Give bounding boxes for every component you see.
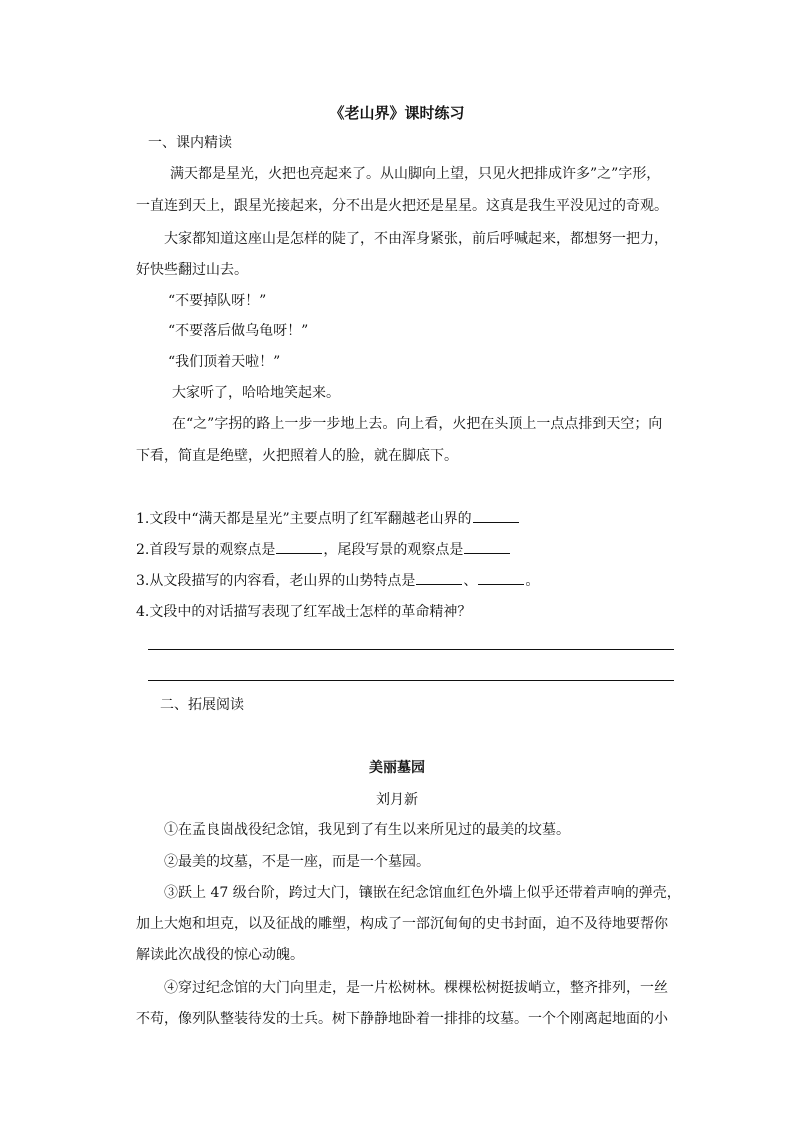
page-title: 《老山界》课时练习 (329, 104, 465, 122)
passage2-line-2: ②最美的坟墓，不是一座，而是一个墓园。 (164, 854, 430, 870)
passage2-line-1: ①在孟良崮战役纪念馆，我见到了有生以来所见过的最美的坟墓。 (164, 822, 570, 838)
passage1-line-5: “不要掉队呀！” (168, 293, 267, 309)
question-2-text-b: ，尾段写景的观察点是 (323, 542, 464, 558)
question-3-end: 。 (525, 573, 540, 589)
section-heading-2: 二、拓展阅读 (160, 697, 244, 713)
passage1-line-1: 满天都是星光，火把也亮起来了。从山脚向上望，只见火把排成许多”之”字形， (170, 166, 661, 182)
question-4: 4.文段中的对话描写表现了红军战士怎样的革命精神？ (136, 604, 472, 620)
passage1-line-4: 好快些翻过山去。 (136, 262, 248, 278)
passage1-line-9: 在“之”字拐的路上一步一步地上去。向上看，火把在头顶上一点点排到天空；向 (172, 416, 663, 432)
article-title: 美丽墓园 (369, 760, 425, 776)
question-2 (136, 539, 511, 560)
passage1-line-10: 下看，简直是绝壁，火把照着人的脸，就在脚底下。 (136, 448, 458, 464)
answer-blank-2a[interactable] (276, 539, 322, 554)
answer-blank-3b[interactable] (478, 570, 524, 585)
section-heading-1: 一、课内精读 (148, 135, 232, 151)
answer-line-2[interactable] (148, 680, 674, 681)
question-3-text: 3.从文段描写的内容看，老山界的山势特点是 (136, 573, 416, 589)
passage2-line-3: ③跃上 47 级台阶，跨过大门，镶嵌在纪念馆血红色外墙上似乎还带着声响的弹壳， (164, 885, 681, 901)
question-2-text-a: 2.首段写景的观察点是 (136, 542, 276, 558)
passage2-line-7: 不苟，像列队整装待发的士兵。树下静静地卧着一排排的坟墓。一个个刚离起地面的小 (136, 1011, 668, 1027)
passage1-line-8: 大家听了，哈哈地笑起来。 (172, 385, 340, 401)
passage2-line-6: ④穿过纪念馆的大门向里走，是一片松树林。棵棵松树挺拔峭立，整齐排列，一丝 (164, 980, 668, 996)
article-author: 刘月新 (376, 792, 418, 808)
answer-blank-1[interactable] (473, 508, 519, 523)
passage2-line-4: 加上大炮和坦克，以及征战的雕塑，构成了一部沉甸甸的史书封面，迫不及待地要帮你 (136, 916, 668, 932)
passage1-line-6: “不要落后做乌龟呀！” (168, 323, 309, 339)
answer-blank-3a[interactable] (416, 570, 462, 585)
answer-blank-2b[interactable] (464, 539, 510, 554)
passage1-line-7: “我们顶着天啦！” (168, 354, 281, 370)
question-3-separator: 、 (463, 573, 478, 589)
passage1-line-2: 一直连到天上，跟星光接起来，分不出是火把还是星星。这真是我生平没见过的奇观。 (136, 198, 668, 214)
question-1 (136, 508, 520, 529)
question-3 (136, 570, 539, 591)
answer-line-1[interactable] (148, 649, 674, 650)
passage2-line-5: 解读此次战役的惊心动魄。 (136, 947, 304, 963)
passage1-line-3: 大家都知道这座山是怎样的陡了，不由浑身紧张，前后呼喊起来，都想努一把力， (164, 231, 668, 247)
question-1-text: 1.文段中“满天都是星光”主要点明了红军翻越老山界的 (136, 511, 472, 527)
